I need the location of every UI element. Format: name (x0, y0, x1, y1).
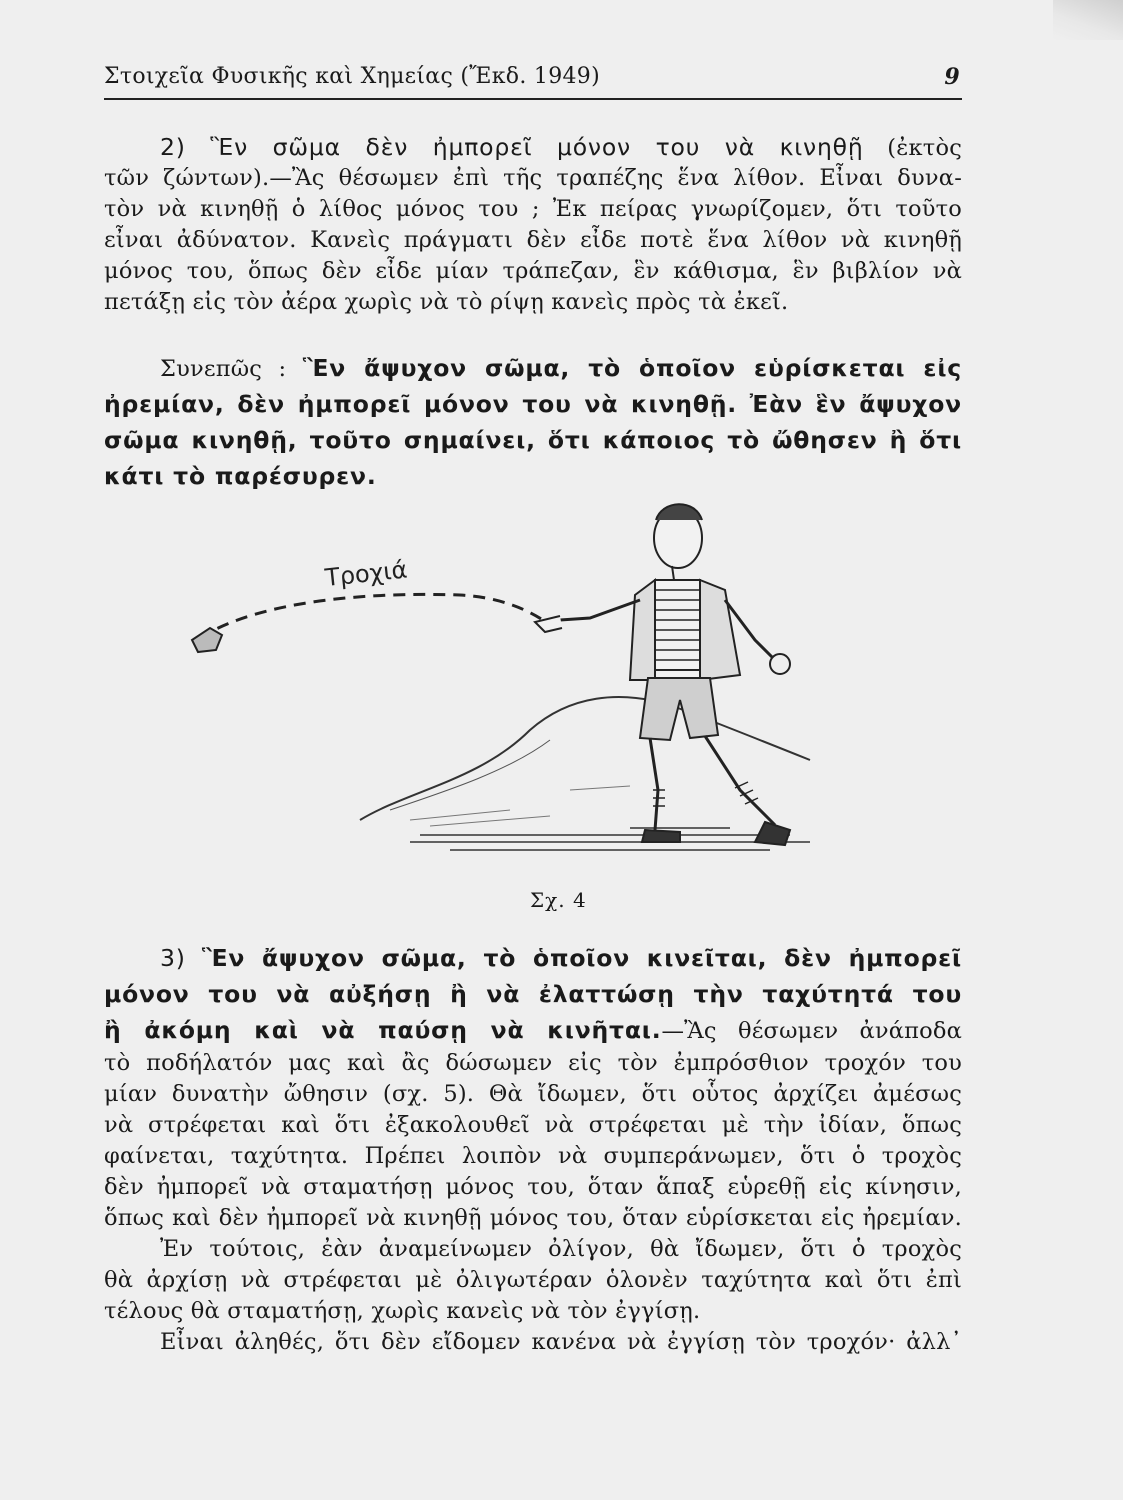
text-line: ὅπως καὶ δὲν ἠμπορεῖ νὰ κινηθῇ μόνος του, ὅταν εὑρίσκεται εἰς ἠρεμίαν. (104, 1205, 962, 1231)
text-fragment: (ἐκτὸς (863, 135, 962, 161)
text-line: μίαν δυνατὴν ὤθησιν (σχ. 5). Θὰ ἴδωμεν, ὅτι οὗτος ἀρχίζει ἀμέσως (104, 1081, 962, 1107)
text-line: τέλους θὰ σταματήσῃ, χωρὶς κανεὶς νὰ τὸν ἐγγίσῃ. (104, 1298, 701, 1324)
figure-boy-throwing-stone (150, 490, 870, 880)
text-line: μόνον του νὰ αὐξήσῃ ἢ νὰ ἐλαττώσῃ τὴν ταχύτητά του (104, 980, 962, 1008)
text-line (104, 132, 962, 163)
text-line: Εἶναι ἀληθές, ὅτι δὲν εἴδομεν κανένα νὰ ἐγγίσῃ τὸν τροχόν· ἀλλ᾿ (160, 1329, 962, 1355)
section-number: 3) (160, 944, 202, 972)
text-fragment: —Ἂς θέσωμεν ἀνάποδα (661, 1018, 962, 1044)
section-heading: Ἓν σῶμα δὲν ἠμπορεῖ μόνον του νὰ κινηθῇ (210, 133, 864, 161)
page-corner-shadow (1053, 0, 1123, 40)
text-line: εἶναι ἀδύνατον. Κανεὶς πράγματι δὲν εἶδε ποτὲ ἕνα λίθον νὰ κινηθῇ (104, 227, 962, 253)
hill-drawing (360, 697, 810, 820)
section-number: 2) (160, 133, 211, 161)
text-line: κάτι τὸ παρέσυρεν. (104, 462, 377, 490)
text-line: τῶν ζώντων).—Ἂς θέσωμεν ἐπὶ τῆς τραπέζης ἕνα λίθον. Εἶναι δυνα- (104, 165, 962, 191)
stone-drawing (192, 628, 222, 652)
text-line (104, 350, 962, 386)
text-line: φαίνεται, ταχύτητα. Πρέπει λοιπὸν νὰ συμπεράνωμεν, ὅτι ὁ τροχὸς (104, 1143, 962, 1169)
figure-caption: Σχ. 4 (530, 888, 587, 912)
running-head (104, 64, 962, 100)
conclusion-intro: Συνεπῶς : (160, 356, 303, 382)
book-title: Στοιχεῖα Φυσικῆς καὶ Χημείας (Ἔκδ. 1949) (104, 64, 600, 89)
page-number: 9 (944, 64, 960, 90)
text-line: Ἐν τούτοις, ἐὰν ἀναμείνωμεν ὀλίγον, θὰ ἴδωμεν, ὅτι ὁ τροχὸς (160, 1236, 962, 1262)
conclusion-bold: Ἓν ἄψυχον σῶμα, τὸ ὁποῖον εὑρίσκεται εἰς (302, 354, 963, 382)
ground-lines (410, 828, 810, 850)
section-2 (104, 132, 962, 318)
trajectory-label: Τροχιά (323, 555, 409, 592)
text-line (104, 940, 962, 976)
section-3 (104, 940, 962, 1358)
text-line: μόνος του, ὅπως δὲν εἶδε μίαν τράπεζαν, ἓν κάθισμα, ἓν βιβλίον νὰ (104, 258, 962, 284)
text-line: πετάξῃ εἰς τὸν ἀέρα χωρὶς νὰ τὸ ρίψῃ κανεὶς πρὸς τὰ ἐκεῖ. (104, 289, 789, 315)
text-line: θὰ ἀρχίσῃ νὰ στρέφεται μὲ ὀλιγωτέραν ὁλονὲν ταχύτητα καὶ ὅτι ἐπὶ (104, 1267, 962, 1293)
text-line: ἠρεμίαν, δὲν ἠμπορεῖ μόνον του νὰ κινηθῇ. Ἐὰν ἓν ἄψυχον (104, 390, 962, 418)
text-line: σῶμα κινηθῇ, τοῦτο σημαίνει, ὅτι κάποιος τὸ ὤθησεν ἢ ὅτι (104, 426, 962, 454)
conclusion (104, 350, 962, 494)
text-line: δὲν ἠμπορεῖ νὰ σταματήσῃ μόνος του, ὅταν ἅπαξ εὑρεθῇ εἰς κίνησιν, (104, 1174, 962, 1200)
text-line: νὰ στρέφεται καὶ ὅτι ἐξακολουθεῖ νὰ στρέφεται μὲ τὴν ἰδίαν, ὅπως (104, 1112, 962, 1138)
trajectory-dashed-line (200, 594, 550, 638)
boy-drawing (535, 504, 790, 845)
text-line (104, 1012, 962, 1048)
text-line: τὸν νὰ κινηθῇ ὁ λίθος μόνος του ; Ἐκ πείρας γνωρίζομεν, ὅτι τοῦτο (104, 196, 962, 222)
section-heading: ἢ ἀκόμη καὶ νὰ παύσῃ νὰ κινῆται. (104, 1016, 662, 1044)
section-heading: Ἓν ἄψυχον σῶμα, τὸ ὁποῖον κινεῖται, δὲν ἠμπορεῖ (201, 944, 962, 972)
text-line: τὸ ποδήλατόν μας καὶ ἂς δώσωμεν εἰς τὸν ἐμπρόσθιον τροχόν του (104, 1050, 962, 1076)
